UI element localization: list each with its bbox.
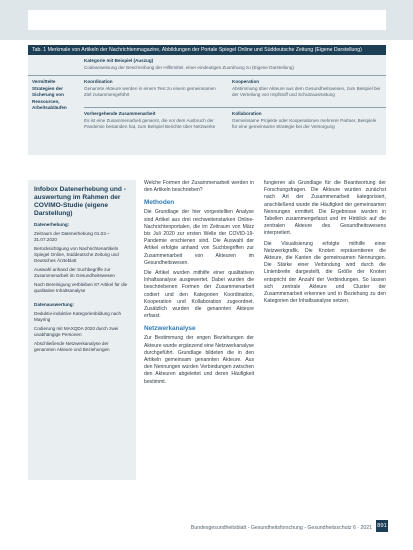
table-cell-k1-desc: Genannte Akteure werden in einem Text zu einem gemeinsamen Ziel zusammengeführt — [84, 86, 216, 97]
methods-paragraph: Die Grundlage der hier vorgestellten Analyse sind Artikel aus drei reichweitenstarken Online-Nachrichtenportalen, die im Zeitraum von März bis Juli 2020 zur ersten Welle der COVID-19-Pandemie erschienen sind. Die Auswahl der Artikel erfolgte anhand von Suchbegriffen zur Zusammenarbeit von Akteuren im Gesundheitswesen. — [144, 209, 254, 266]
intro-paragraph: Welche Formen der Zusammenarbeit werden in den Artikeln beschrieben? — [144, 180, 254, 194]
table-cell-k1: Koordination — [84, 79, 113, 84]
infobox-item: Deduktiv-induktive Kategorienbildung nach Mayring — [34, 311, 122, 322]
body-paragraph: fungieren als Grundlage für die Beantwortung der Forschungsfragen. Die Akteure wurden zunächst nach Art der Zusammenarbeit kategorisiert, anschließend wurde die Häufigkeit der gemeinsamen Nennungen ermittelt. Die Ergebnisse wurden in Tabellen zusammengefasst und im Hinblick auf die zentralen Akteure des Gesundheitswesens interpretiert. — [264, 180, 386, 237]
table-col-subheader: Codeanweisung der Beschreibung der Hilfsmittel, einer eindeutigen Zuordnung zu (Eigene Darstellung) — [84, 65, 294, 70]
infobox — [28, 180, 136, 480]
table-body — [28, 55, 386, 155]
table-cell-k2: Kollaboration — [232, 111, 262, 116]
infobox-section-title: Datenerhebung: — [34, 222, 70, 227]
banner-inner — [28, 10, 386, 30]
page-number: 891 — [376, 520, 388, 532]
infobox-item: Nach Bereinigung verbleiben 87 Artikel für die qualitative Inhaltsanalyse — [34, 282, 128, 293]
infobox-item: Abschließende Netzwerkanalyse der genannten Akteure und Beziehungen — [34, 341, 110, 352]
methods-paragraph: Die Artikel wurden mithilfe einer qualitativen Inhaltsanalyse ausgewertet. Dabei wurden die beschriebenen Formen der Zusammenarbeit codiert und den Kategorien Koordination, Kooperation und Kollaboration zugeordnet. Zusätzlich wurden die genannten Akteure erfasst. — [144, 270, 254, 320]
top-banner — [0, 0, 413, 40]
infobox-item: Auswahl anhand der Suchbegriffe zur Zusammenarbeit im Gesundheitswesen — [34, 267, 115, 278]
table-row-label: Vermittelte Strategien der Sicherung von Ressourcen, Arbeitsabläufen — [32, 79, 67, 110]
infobox-item: Codierung mit MAXQDA 2020 durch zwei unabhängige Personen — [34, 326, 119, 337]
table-rule — [84, 107, 386, 108]
table-cell-k2-desc: Abstimmung über Akteure aus dem Gesundheitswesen, zum Beispiel bei der Verteilung von Impfstoff und Schutzausrüstung — [232, 86, 381, 97]
body-paragraph: Die Visualisierung erfolgte mithilfe einer Netzwerkgrafik. Die Knoten repräsentieren die Akteure, die Kanten die gemeinsamen Nennungen. Die Stärke einer Verbindung wird durch die Linienbreite dargestellt, die Größe der Knoten entspricht der Anzahl der Verbindungen. So lassen sich zentrale Akteure und Cluster der Zusammenarbeit erkennen und in Beziehung zu den Kategorien der Inhaltsanalyse setzen. — [264, 240, 386, 305]
infobox-body — [34, 222, 130, 356]
text-column-2 — [144, 180, 254, 389]
network-paragraph: Zur Bestimmung der engen Beziehungen der Akteure wurde ergänzend eine Netzwerkanalyse durchgeführt. Grundlage bildeten die in den Artikeln gemeinsam genannten Akteure. Aus den Nennungen wurden Verbindungen zwischen den Akteuren abgeleitet und deren Häufigkeit bestimmt. — [144, 335, 254, 385]
infobox-item: Berücksichtigung von Nachrichtenartikeln Spiegel Online, Süddeutsche Zeitung und Deutsches Ärzteblatt — [34, 246, 119, 263]
table-caption: Tab. 1 Merkmale von Artikeln der Nachrichtenmagazine, Abbildungen der Portale Spiegel Online und Süddeutsche Zeitung (Eigene Darstellung) — [28, 45, 386, 55]
text-column-3 — [264, 180, 386, 308]
infobox-title: Infobox Datenerhebung und -auswertung im Rahmen der COVIMO-Studie (eigene Darstellung) — [34, 186, 126, 217]
heading-methods: Methoden — [144, 199, 175, 207]
infobox-item: Zeitraum der Datenerhebung 01.03.–31.07.2020 — [34, 231, 110, 242]
heading-network: Netzwerkanalyse — [144, 325, 196, 333]
table-cell-k2: Kooperation — [232, 79, 260, 84]
infobox-section-title: Datenauswertung: — [34, 302, 75, 307]
table-cell-k1-desc: Es ist eine Zusammenarbeit genannt, die vor dem Ausbruch der Pandemie bestanden hat, zum Beispiel Berichte über Netzwerke — [84, 118, 216, 129]
table-cell-k2-desc: Gemeinsame Projekte oder Kooperationen mehrerer Partner, Beispiele für eine gemeinsame Strategie bei der Versorgung — [232, 118, 377, 129]
table-rule — [28, 75, 386, 76]
table-col-header: Kategorie mit Beispiel (Auszug) — [84, 58, 154, 63]
journal-footer: Bundesgesundheitsblatt - Gesundheitsforschung - Gesundheitsschutz 6 · 2021 — [190, 525, 372, 531]
table-cell-k1: Vorhergehende Zusammenarbeit — [84, 111, 156, 116]
